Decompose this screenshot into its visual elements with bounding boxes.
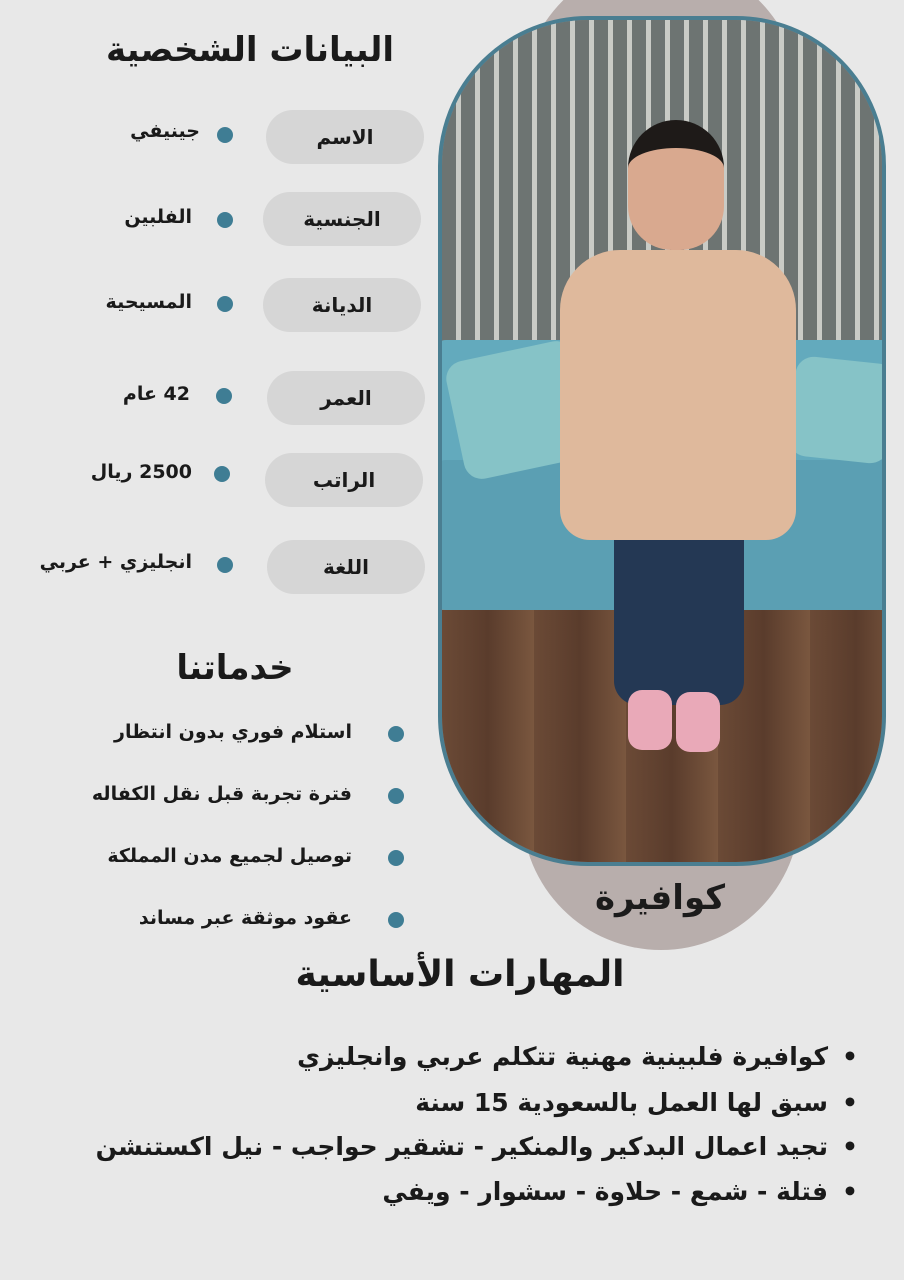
bullet-dot-icon (217, 212, 233, 228)
bullet-dot-icon (388, 912, 404, 928)
skill-item: • سبق لها العمل بالسعودية 15 سنة (58, 1088, 858, 1117)
field-label-religion: الديانة (263, 278, 421, 332)
photo-pillow-right (787, 355, 886, 465)
worker-photo (442, 20, 882, 862)
field-label-language: اللغة (267, 540, 425, 594)
photo-person-shirt (560, 250, 796, 540)
field-value-language: انجليزي + عربي (39, 551, 192, 573)
job-title: كوافيرة (594, 878, 726, 918)
field-label-salary: الراتب (265, 453, 423, 507)
photo-person-slipper-right (676, 692, 720, 752)
field-value-name: جينيفي (130, 120, 200, 142)
field-label-name: الاسم (266, 110, 424, 164)
personal-data-heading: البيانات الشخصية (105, 30, 394, 70)
field-value-age: 42 عام (122, 383, 190, 405)
skills-heading: المهارات الأساسية (295, 954, 625, 995)
field-label-nationality: الجنسية (263, 192, 421, 246)
bullet-dot-icon (217, 296, 233, 312)
service-item: فترة تجربة قبل نقل الكفاله (91, 783, 352, 805)
skill-item: • فتلة - شمع - حلاوة - سشوار - ويفي (58, 1177, 858, 1206)
field-label-age: العمر (267, 371, 425, 425)
field-value-salary: 2500 ريال (90, 461, 192, 483)
bullet-dot-icon (217, 127, 233, 143)
worker-photo-frame (438, 16, 886, 866)
bullet-dot-icon (217, 557, 233, 573)
bullet-dot-icon (214, 466, 230, 482)
field-value-religion: المسيحية (105, 291, 192, 313)
photo-person-head (628, 120, 724, 250)
service-item: استلام فوري بدون انتظار (114, 721, 352, 743)
bullet-dot-icon (388, 726, 404, 742)
service-item: عقود موثقة عبر مساند (138, 907, 352, 929)
bullet-dot-icon (216, 388, 232, 404)
field-value-nationality: الفلبين (124, 206, 192, 228)
photo-person-slipper-left (628, 690, 672, 750)
bullet-dot-icon (388, 850, 404, 866)
skill-item: • تجيد اعمال البدكير والمنكير - تشقير حواجب - نيل اكستنشن (58, 1132, 858, 1161)
bullet-dot-icon (388, 788, 404, 804)
skill-item: • كوافيرة فلبينية مهنية تتكلم عربي وانجليزي (58, 1042, 858, 1071)
photo-person-jeans (614, 520, 744, 705)
service-item: توصيل لجميع مدن المملكة (107, 845, 352, 867)
services-heading: خدماتنا (176, 648, 294, 688)
